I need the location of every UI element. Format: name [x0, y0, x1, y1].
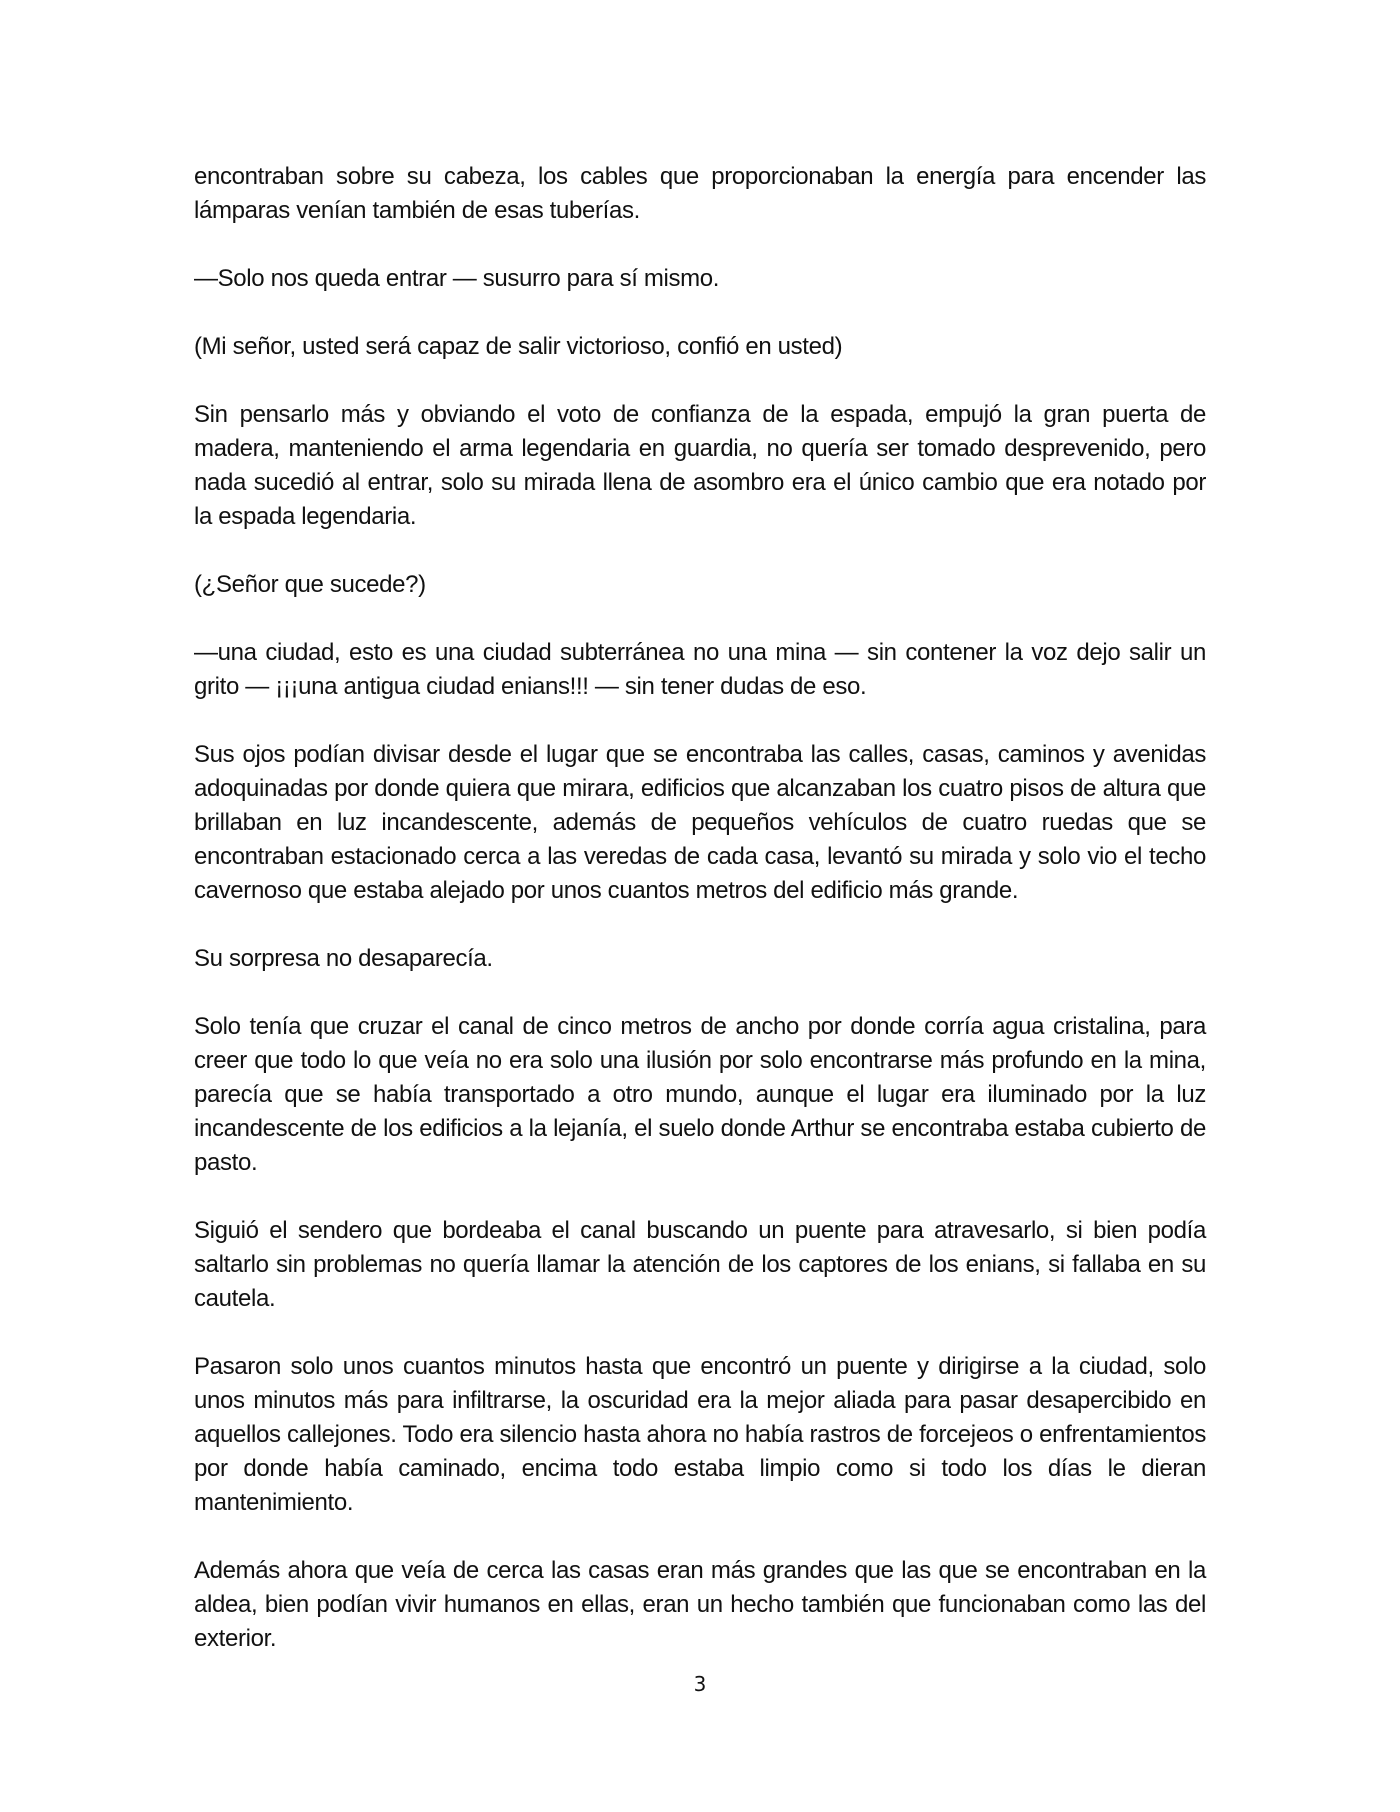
document-body	[194, 160, 1206, 1690]
paragraph-1: encontraban sobre su cabeza, los cables que proporcionaban la energía para encender las lámparas venían también de esas tuberías.	[194, 163, 1206, 224]
paragraph-3: (Mi señor, usted será capaz de salir victorioso, confió en usted)	[194, 333, 843, 360]
paragraph-10: Siguió el sendero que bordeaba el canal buscando un puente para atravesarlo, si bien podía saltarlo sin problemas no quería llamar la atención de los captores de los enians, si fallaba en su cautela.	[194, 1217, 1206, 1312]
paragraph-7: Sus ojos podían divisar desde el lugar que se encontraba las calles, casas, caminos y avenidas adoquinadas por donde quiera que mirara, edificios que alcanzaban los cuatro pisos de altura que brillaban en luz incandescente, además de pequeños vehículos de cuatro ruedas que se encontraban estacionado cerca a las veredas de cada casa, levantó su mirada y solo vio el techo cavernoso que estaba alejado por unos cuantos metros del edificio más grande.	[194, 741, 1206, 904]
page-number: 3	[693, 1672, 707, 1696]
paragraph-9: Solo tenía que cruzar el canal de cinco metros de ancho por donde corría agua cristalina, para creer que todo lo que veía no era solo una ilusión por solo encontrarse más profundo en la mina, parecía que se había transportado a otro mundo, aunque el lugar era iluminado por la luz incandescente de los edificios a la lejanía, el suelo donde Arthur se encontraba estaba cubierto de pasto.	[194, 1013, 1206, 1176]
paragraph-8: Su sorpresa no desaparecía.	[194, 945, 493, 972]
paragraph-2: —Solo nos queda entrar — susurro para sí mismo.	[194, 265, 720, 292]
paragraph-4: Sin pensarlo más y obviando el voto de confianza de la espada, empujó la gran puerta de madera, manteniendo el arma legendaria en guardia, no quería ser tomado desprevenido, pero nada sucedió al entrar, solo su mirada llena de asombro era el único cambio que era notado por la espada legendaria.	[194, 401, 1206, 530]
paragraph-11: Pasaron solo unos cuantos minutos hasta que encontró un puente y dirigirse a la ciudad, solo unos minutos más para infiltrarse, la oscuridad era la mejor aliada para pasar desapercibido en aquellos callejones. Todo era silencio hasta ahora no había rastros de forcejeos o enfrentamientos por donde había caminado, encima todo estaba limpio como si todo los días le dieran mantenimiento.	[194, 1353, 1206, 1516]
paragraph-6: —una ciudad, esto es una ciudad subterránea no una mina — sin contener la voz dejo salir un grito — ¡¡¡una antigua ciudad enians!!! — sin tener dudas de eso.	[194, 639, 1206, 700]
paragraph-5: (¿Señor que sucede?)	[194, 571, 426, 598]
paragraph-12: Además ahora que veía de cerca las casas eran más grandes que las que se encontraban en la aldea, bien podían vivir humanos en ellas, eran un hecho también que funcionaban como las del exterior.	[194, 1557, 1206, 1652]
